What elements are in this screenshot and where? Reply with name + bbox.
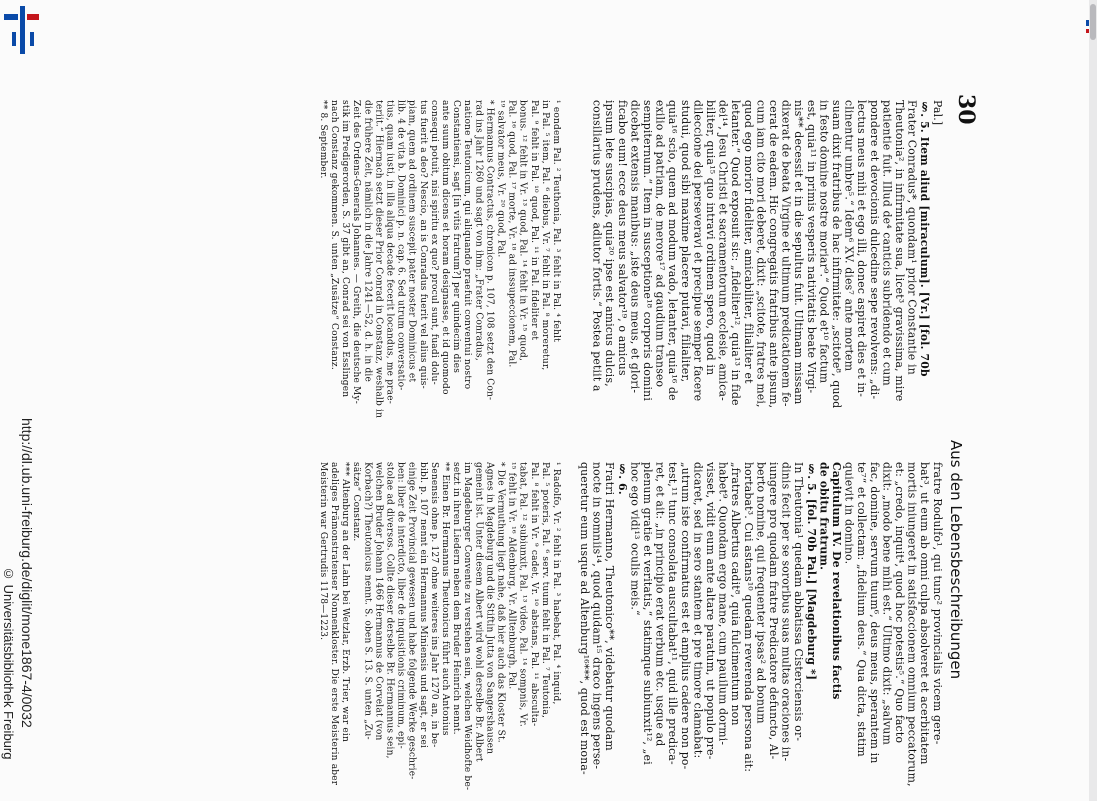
footnote-line: ben: liber de interdicto, liber de inquisitionis criminum, epi- — [395, 462, 406, 749]
footnote-line: Pal. ⁹ fehlt in Pal. ¹⁰ quod, Pal. ¹¹ in Pal. fideliter et — [528, 100, 539, 341]
text-line: In Theutonia¹ quedam abbatissa Cisterciensis or- — [792, 462, 806, 742]
text-line: §. 5. [fol. 70b Pal.] [Magdeburg *] — [804, 462, 818, 681]
text-line: quod ego morior fideliter, amicabiliter, filialiter et — [741, 100, 755, 384]
text-line: nocte in somniis¹⁴, quod quidam¹⁵ draco ingens perse- — [590, 462, 604, 770]
text-line: plenum gratie et veritatis,“ statimque subiunxit¹², „ei — [640, 462, 654, 765]
text-line: dileccione dei perseveravi et precipue semper facere — [691, 100, 705, 402]
footnote-line: Pal. ⁸ fehlt in Vr. ⁹ cadet, Vr. ¹⁰ abstans, Pal. ¹¹ absculta- — [528, 462, 539, 727]
text-line: queretur eum usque ad Altenburg¹⁶***, quod est mona- — [577, 462, 591, 775]
footnote-line: ¹ eondem Pal. ² Teuthonia, Pal. ³ fehlt in Pal. ⁴ fehlt — [551, 100, 561, 343]
text-line: est, quia¹¹ in primis vesperis nativitatis beate Virgi- — [804, 100, 818, 394]
footnote-line: nach Constanz gekommen. S. unten „Zusätze“ Constanz. — [329, 100, 339, 370]
scrollbar-thumb[interactable] — [1090, 4, 1096, 40]
text-line: cum iam cito mori deberet, dixit: „scitote, fratres mei, — [754, 100, 768, 408]
text-line: fac, domine, servum tuum⁶, deus meus, sperantem in — [867, 462, 881, 764]
text-line: nis** decessit et in die sepultus fuit. Ultimam missam — [792, 100, 806, 405]
text-line: ficabo eum! ecce deus meus salvator¹⁹, o amicus — [615, 100, 629, 376]
text-line: pondere et devocionis dulcedine sepe revolvens: „di- — [867, 100, 881, 400]
text-line: test,¹¹ tunc consolata auscultabat¹¹, quid ille predica- — [666, 462, 680, 765]
footnote-line: * Die Vermuthung liegt nahe, daß hier auch das Kloster St. — [495, 462, 506, 743]
text-line: patientie fuit. Illud de⁴ canticis subridendo et cum — [880, 100, 894, 386]
footnote-line: im Magdeburger Convente zu verstehen sein, welchen Weidhofte be- — [462, 462, 473, 791]
footnote-line: sätze“ Constanz. — [351, 462, 362, 542]
footnote-line: einige Zeit Provincial gewesen und habe folgende Werke geschrie- — [406, 462, 417, 780]
page-number: 30 — [953, 94, 979, 125]
text-line: et: „credo, inquit⁴, quod hoc potestis⁵.“ Quo facto — [892, 462, 906, 744]
footnote-line: teriit.“ Hiernach setzt dieser Prior Conrad in Constanz, weshalb in — [373, 100, 384, 419]
text-line: quievit in domino. — [842, 462, 856, 565]
text-line: iungere pro quodam fratre Predicatore defuncto, Al- — [766, 462, 780, 760]
text-line: dei¹⁴, Jesu Christi et sacramentorum ecclesie, amica- — [716, 100, 730, 401]
footnote-line: Meisterin war Gertrudis 1178—1223. — [317, 462, 328, 641]
footnote-line: bibl. p. 107 nennt ein Hermannus Miniensis und sagt, er sei — [417, 462, 428, 749]
footnote-line: natione Teutonicum, qui aliquando praefuit conventui nostro — [462, 100, 473, 390]
text-line: Theutonia², in infirmitate sua, licet³ gravissima, mire — [892, 100, 906, 402]
footnote-line: setzt in ihren Liedern neben dem Bruder Heinrich nennt. — [451, 462, 462, 735]
text-line: Capitulum IV. De revelationibus factis — [829, 462, 843, 700]
footnote-line: in Pal. ⁵ item, Pal. ⁶ diebus, Vr. ⁷ fehlt in Pal. ⁸ moreretur, — [539, 100, 550, 371]
text-line: sempiternum.“ Item in susceptione¹⁸ corporis domini — [640, 100, 654, 401]
footnote-line: *** Altenburg an der Lahn bei Wetzlar, Erzb. Trier, war ein — [340, 462, 351, 743]
watermark-url: http://dl.ub.uni-freiburg.de/diglit/mone1867-4/0032 — [19, 418, 35, 728]
text-line: Fratri Hermanno, Theutonico**, videbatur quodam — [603, 462, 617, 751]
footnote-line: Korbach?) Theutonicus nennt. S. oben S. 13. S. unten „Zu- — [362, 462, 373, 740]
text-line: §. 6. — [615, 462, 629, 495]
text-line: de obitu fratrum. — [817, 462, 831, 571]
text-line: „utrum iste confirmatus est et amplius cadere non po- — [678, 462, 692, 770]
text-line: „fratres Albertus cadit⁸, quia fulcimentum non — [729, 462, 743, 726]
footnote-line: ** 8. September. — [317, 100, 328, 179]
text-line: §. 5. Item aliud [miraculum]. [Vr.] [fol. 70b — [918, 100, 932, 377]
footnote-line: adeliges Prämonstratenser Nonnenkloster. Die erste Meisterin aber — [329, 462, 339, 786]
text-line: dinis fecit per se sororibus suas multas oraciones in- — [779, 462, 793, 762]
text-line: Pal.] — [930, 100, 944, 126]
text-line: consiliarius prudens, adiutor fortis.“ Postea petiit a — [590, 100, 604, 392]
text-line: exilio ad patriam, de merore¹⁷ ad gaudium transeo — [653, 100, 667, 388]
library-logo-icon — [4, 6, 40, 54]
footnote-line: consequi potuit, nisi spiritu ex quo? procul sunt, fuadi dolu- — [428, 100, 439, 385]
text-line: Frater Conradus*, quondam¹ prior Constantie in — [905, 100, 919, 375]
footnote-line: lib. 4 de vita b. Dominici p. n. cap. 6. Sed utrum conversatio- — [395, 100, 406, 391]
footnote-line: ** Einen Br. Hermannus Theutonicus führt auch Antonius — [440, 462, 450, 736]
text-line: bat³, ut eum ab omni culpa absolveret et acerbitatem — [918, 462, 932, 765]
text-line: ipsum lete suscipias, quia²⁰ ipse est amicus dulcis, — [603, 100, 617, 387]
text-line: studui, quod sibi maxime placere putavi, filialiter, — [678, 100, 692, 383]
footnote-line: * Hermannus Contractus, chronicon p. 107, 108 setzt den Con- — [484, 100, 495, 401]
footnote-line: ¹ Radolfo, Vr. ² fehlt in Pal. ³ habebat, Pal. ⁴ inquid, — [551, 462, 561, 705]
footnote-line: piam, quem ad ordinem suscepit pater noster Dominicus et — [406, 100, 417, 383]
footnote-line: stolae ad diversos. Collte dieser derselbe Br. Hermannus sein, — [384, 462, 395, 759]
text-line: letanter.“ Quod exposuit sic: „fideliter¹², quia¹³ in fide — [729, 100, 743, 406]
footnote-line: Constantiensi, sagt [in vitis fratrum?] per quindecim dies — [451, 100, 462, 374]
text-line: dicebat extensis manibus: „iste deus meus, et glori- — [628, 100, 642, 394]
footnote-line: stik im Predigerorden, S. 37 gibt an, Conrad sei von Esslingen — [340, 100, 351, 398]
footnote-line: tabat, Pal. ¹² subiunxit, Pal. ¹³ video, Pal. ¹⁴ sompnis, Vr. — [517, 462, 528, 727]
text-line: habet⁹. Quondam ergo mane, cum pauilum dormi- — [716, 462, 730, 746]
text-line: quia¹⁶ scio, quem ad modum vado, letanter, quia¹⁶ de — [666, 100, 680, 401]
footnote-line: tius, quam iusti, in illa aliqua decade fecerit locandus, me prae- — [384, 100, 395, 405]
text-line: visset, vidit eum ante altare paratum, ut populo pre- — [703, 462, 717, 760]
text-line: biliter, quia¹⁵ quo intravi ordinem spero, quod in — [703, 100, 717, 376]
footnote-line: Agnes in Magdeburg und die Stiftin Jutta von Sangershausen — [484, 462, 495, 755]
footnote-line: Senensis ohne p. 127 ohne weiteres ins Jahr 1270 an, in be- — [428, 462, 439, 748]
footnote-line: ¹⁵ fehlt in Vr. ¹⁶ Aldenburg, Vr. Alltenburgh, Pal. — [506, 462, 517, 690]
footnote-line: die frühere Zeit, nämlich in die Jahre 1241—52, d. h. in die — [362, 100, 373, 383]
text-line: berto nomine, qui frequenter ipsas² ad bonum — [754, 462, 768, 724]
footnote-line: Zeit des Ordens-Generals Johannes. — Greith, die deutsche My- — [351, 100, 362, 405]
watermark-owner: © Universitätsbibliothek Freiburg — [1, 566, 16, 760]
text-line: clinentur umbre⁵.“ Idem⁶ XV. dies⁷ ante mortem — [842, 100, 856, 372]
text-line: lectus meus mihi et ego illi, donec aspiret dies et in- — [855, 100, 869, 398]
running-head: Aus den Lebensbeschreibungen — [947, 440, 965, 680]
footnote-line: Pal. ¹⁶ quod, Pal. ¹⁷ morte, Vr. ¹⁸ ad inssupeccionem, Pal. — [506, 100, 517, 368]
footnote-line: welchen Bruder Johann 1466 Hermannus de Corvelat (von — [373, 462, 384, 741]
text-line: dixerat de beata Virgine et ultimum predicationem fe- — [779, 100, 793, 407]
footnote-line: gemeint ist. Unter diesem Albert wird wohl derselbe Br. Albert — [473, 462, 484, 762]
footnote-line: rad ins Jahr 1260 und sagt von ihm: „Frater Conradus, — [473, 100, 484, 361]
text-line: dixit: „modo bene mihi est.“ Ultimo dixit: „salvum — [880, 462, 894, 745]
text-line: fratre Rodulfo¹, qui tunc² provincialis vicem gere- — [930, 462, 944, 745]
text-line: suam dixit fratribus de hac infirmitate: „scitote⁸, quod — [829, 100, 843, 409]
footnote-line: ¹⁹ salvator meus, Vr. ²⁰ quod, Pal. — [495, 100, 506, 258]
text-line: hoc ego vidi¹³ oculis meis.“ — [628, 462, 642, 616]
text-line: in festo domine nostre moriar⁹.“ Quod et¹⁰ factum — [817, 100, 831, 384]
text-line: cerat de eadem. Hic congregatis fratribus ante ipsum, — [766, 100, 780, 409]
text-line: ret, et ait: „in principio erat verbum etc. usque ad — [653, 462, 667, 747]
footnote-line: tus fuerit a deo? Nescio, an is Conradus fuerit vel alius quis- — [417, 100, 428, 389]
footnote-line: Pal. ⁵ poteris, Pal. ⁶ serv. tuum fehlt in Pal. ⁷ Teutonia, — [539, 462, 550, 718]
footnote-line: bonus. ¹² fehlt in Vr. ¹³ quod, Pal. ¹⁴ fehlt in Vr. ¹⁵ quod, — [517, 100, 528, 362]
footnote-line: ante suum obitum dicens et horam designasse, et id quomodo — [440, 100, 450, 395]
text-line: hortabat³. Cui astans¹⁰ quedam reverenda persona ait: — [741, 462, 755, 773]
text-line: dicaret, sed in sero stantem et pre timore clamabat: — [691, 462, 705, 759]
viewer-scrollbar[interactable] — [1089, 0, 1097, 801]
text-line: te⁷“ et collectam: „fidelium deus.“ Qua dicta, statim — [855, 462, 869, 757]
text-line: mortis iniungeret in satisfaccionem omnium peccatorum, — [905, 462, 919, 787]
